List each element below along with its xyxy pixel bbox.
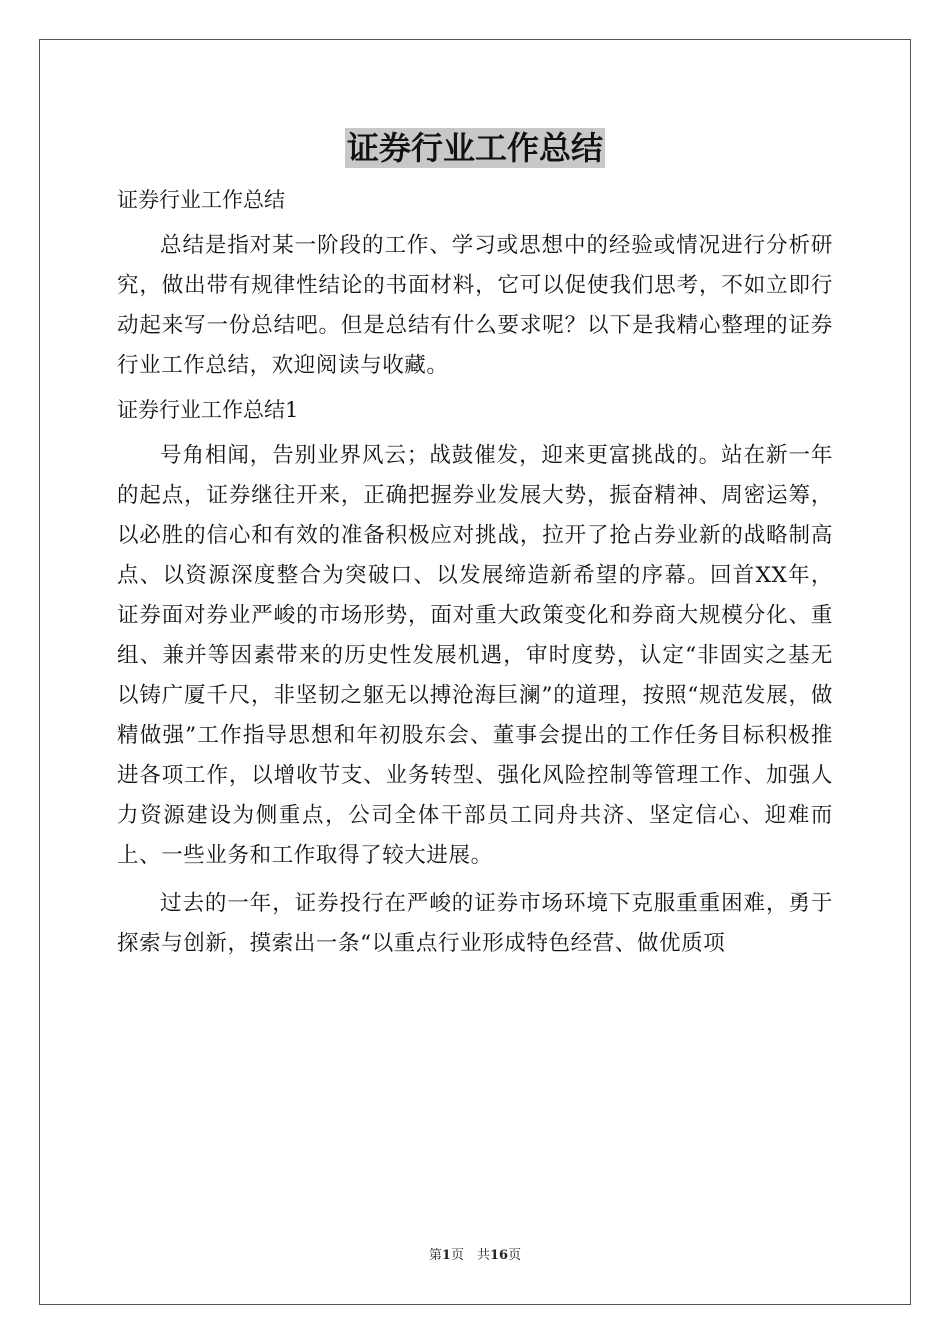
body-paragraph: 号角相闻，告别业界风云；战鼓催发，迎来更富挑战的。站在新一年的起点，证券继往开来，正确把握券业发展大势，振奋精神、周密运筹，以必胜的信心和有效的准备积极应对挑战，拉开了抢占券业新的战略制高点、以资源深度整合为突破口、以发展缔造新希望的序幕。回首XX年，证券面对券业严峻的市场形势，面对重大政策变化和券商大规模分化、重组、兼并等因素带来的历史性发展机遇，审时度势，认定“非固实之基无以铸广厦千尺，非坚韧之躯无以搏沧海巨澜”的道理，按照“规范发展，做精做强”工作指导思想和年初股东会、董事会提出的工作任务目标积极推进各项工作，以增收节支、业务转型、强化风险控制等管理工作、加强人力资源建设为侧重点，公司全体干部员工同舟共济、坚定信心、迎难而上、一些业务和工作取得了较大进展。 bbox=[117, 443, 833, 868]
footer-prefix: 第 bbox=[428, 1248, 442, 1263]
document-title: 证券行业工作总结 bbox=[346, 129, 603, 167]
section-heading: 证券行业工作总结1 bbox=[117, 398, 299, 422]
footer-mid: 页 共 bbox=[450, 1248, 490, 1263]
title-container bbox=[0, 128, 950, 168]
document-body bbox=[117, 180, 833, 964]
page-footer bbox=[0, 1247, 950, 1265]
document-subtitle: 证券行业工作总结 bbox=[117, 188, 285, 212]
intro-paragraph: 总结是指对某一阶段的工作、学习或思想中的经验或情况进行分析研究，做出带有规律性结论的书面材料，它可以促使我们思考，不如立即行动起来写一份总结吧。但是总结有什么要求呢？以下是我精心整理的证券行业工作总结，欢迎阅读与收藏。 bbox=[117, 233, 833, 378]
current-page-number: 1 bbox=[441, 1248, 451, 1263]
footer-suffix: 页 bbox=[508, 1248, 522, 1263]
total-page-number: 16 bbox=[489, 1248, 509, 1263]
body-paragraph: 过去的一年，证券投行在严峻的证券市场环境下克服重重困难，勇于探索与创新，摸索出一条“以重点行业形成特色经营、做优质项 bbox=[117, 891, 833, 956]
